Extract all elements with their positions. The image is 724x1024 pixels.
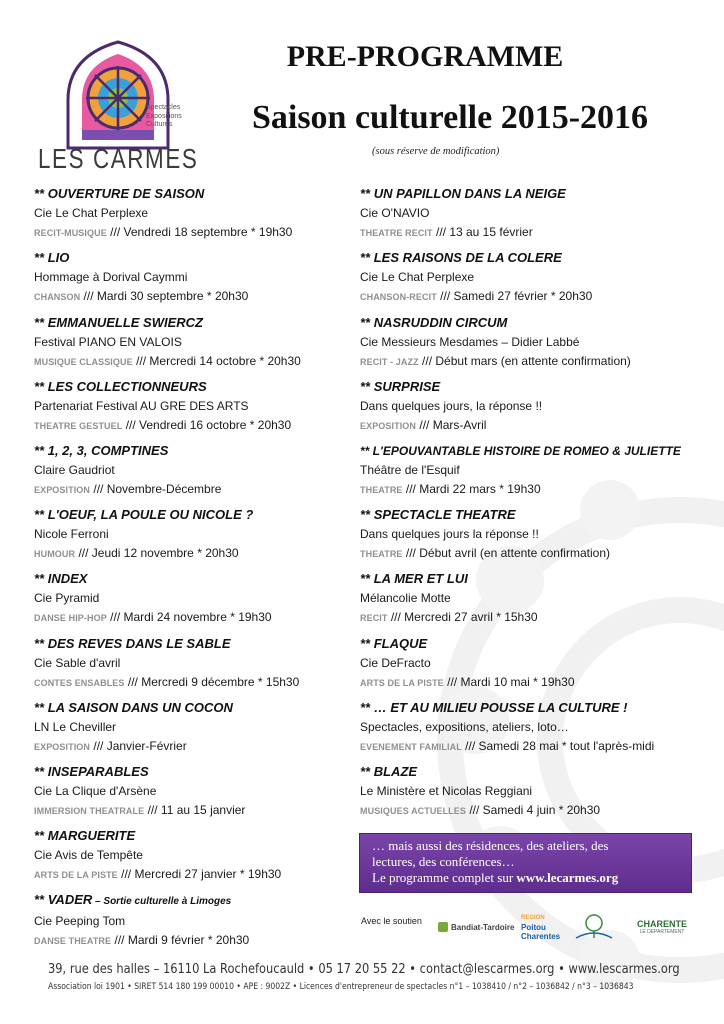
event-title: ** … ET AU MILIEU POUSSE LA CULTURE !: [360, 700, 628, 715]
event-title: ** 1, 2, 3, COMPTINES: [34, 443, 169, 458]
event-category: EXPOSITION: [34, 742, 91, 752]
event-title: ** LA SAISON DANS UN COCON: [34, 700, 233, 715]
event-date: /// Mercredi 27 avril * 15h30: [390, 610, 538, 624]
event-item: [34, 892, 364, 949]
event-category: ARTS DE LA PISTE: [360, 678, 444, 688]
event-item: [34, 700, 364, 755]
event-date: /// 13 au 15 février: [435, 225, 533, 239]
event-company: Cie Peeping Tom: [34, 914, 126, 928]
event-date: /// Mercredi 14 octobre * 20h30: [136, 354, 301, 368]
event-company: Hommage à Dorival Caymmi: [34, 270, 188, 284]
event-category: HUMOUR: [34, 549, 76, 559]
event-company: Cie Pyramid: [34, 591, 100, 605]
event-category: THEATRE: [360, 549, 403, 559]
event-title: ** MARGUERITE: [34, 828, 136, 843]
event-item: [360, 764, 690, 819]
event-company: Cie La Clique d'Arsène: [34, 784, 157, 798]
event-category: THEATRE GESTUEL: [34, 421, 123, 431]
event-category: EXPOSITION: [34, 485, 91, 495]
logo-brand-text: LES CARMES: [38, 143, 199, 174]
event-title: ** NASRUDDIN CIRCUM: [360, 315, 508, 330]
event-item: [360, 571, 690, 626]
event-category: DANSE THEATRE: [34, 936, 112, 946]
event-title: ** SPECTACLE THEATRE: [360, 507, 516, 522]
event-company: Cie Le Chat Perplexe: [360, 270, 475, 284]
promo-line: lectures, des conférences…: [372, 854, 515, 869]
event-title: ** LA MER ET LUI: [360, 571, 468, 586]
event-date: /// Début avril (en attente confirmation): [405, 546, 610, 560]
event-item: [360, 700, 690, 755]
event-category: RECIT - JAZZ: [360, 357, 419, 367]
event-date: /// Samedi 4 juin * 20h30: [469, 803, 601, 817]
event-company: Claire Gaudriot: [34, 463, 115, 477]
event-category: THEATRE: [360, 485, 403, 495]
event-date: /// Novembre-Décembre: [93, 482, 222, 496]
promo-box: [359, 833, 692, 893]
event-title: ** OUVERTURE DE SAISON: [34, 186, 205, 201]
event-company: LN Le Cheviller: [34, 720, 117, 734]
event-company: Cie Le Chat Perplexe: [34, 206, 149, 220]
event-subtitle: – Sortie culturelle à Limoges: [92, 896, 232, 907]
event-company: Cie Messieurs Mesdames – Didier Labbé: [360, 335, 580, 349]
leaf-icon: [438, 922, 448, 932]
event-date: /// Mars-Avril: [419, 418, 487, 432]
event-date: /// Mardi 9 février * 20h30: [114, 933, 250, 947]
support-label: Avec le soutien: [361, 916, 422, 926]
event-item: [34, 507, 364, 562]
event-title: ** BLAZE: [360, 764, 418, 779]
event-title: ** LES COLLECTIONNEURS: [34, 379, 207, 394]
event-date: /// Mercredi 27 janvier * 19h30: [121, 867, 282, 881]
event-item: [34, 571, 364, 626]
season-title: Saison culturelle 2015-2016: [251, 99, 649, 136]
event-item: [360, 636, 690, 691]
event-title: ** DES REVES DANS LE SABLE: [34, 636, 231, 651]
event-company: Dans quelques jours la réponse !!: [360, 527, 539, 541]
sponsor-logo-bandiat-tardoire: Bandiat-Tardoire: [438, 912, 518, 942]
event-date: /// Samedi 28 mai * tout l'après-midi: [465, 739, 655, 753]
page-title: PRE-PROGRAMME: [286, 40, 564, 73]
event-title: ** L'OEUF, LA POULE OU NICOLE ?: [34, 507, 254, 522]
event-company: Cie Sable d'avril: [34, 656, 121, 670]
event-item: [34, 636, 364, 691]
event-title: ** FLAQUE: [360, 636, 428, 651]
sponsor-logo-charente: CHARENTE LE DEPARTEMENT: [636, 919, 687, 935]
event-date: /// Jeudi 12 novembre * 20h30: [78, 546, 239, 560]
event-company: Mélancolie Motte: [360, 591, 451, 605]
event-category: CHANSON: [34, 292, 81, 302]
event-company: Cie Avis de Tempête: [34, 848, 143, 862]
promo-line: … mais aussi des résidences, des ateliers, des: [372, 838, 609, 853]
event-date: /// 11 au 15 janvier: [147, 803, 246, 817]
event-item: [360, 443, 690, 498]
event-title: ** EMMANUELLE SWIERCZ: [34, 315, 203, 330]
event-title: ** LIO: [34, 250, 70, 265]
event-date: /// Mardi 10 mai * 19h30: [447, 675, 575, 689]
event-item: [34, 250, 364, 305]
event-category: EXPOSITION: [360, 421, 417, 431]
event-title: ** VADER – Sortie culturelle à Limoges: [34, 892, 232, 907]
event-item: [34, 764, 364, 819]
event-category: CONTES ENSABLES: [34, 678, 125, 688]
event-company: Cie O'NAVIO: [360, 206, 430, 220]
event-title: ** LES RAISONS DE LA COLERE: [360, 250, 562, 265]
event-category: IMMERSION THEATRALE: [34, 806, 145, 816]
event-category: DANSE HIP-HOP: [34, 613, 107, 623]
event-title: ** L'EPOUVANTABLE HISTOIRE DE ROMEO & JULIETTE: [360, 444, 681, 458]
event-title: ** UN PAPILLON DANS LA NEIGE: [360, 186, 566, 201]
event-category: CHANSON-RECIT: [360, 292, 437, 302]
event-company: Nicole Ferroni: [34, 527, 109, 541]
event-item: [34, 443, 364, 498]
event-item: [360, 186, 690, 241]
event-title: ** INDEX: [34, 571, 88, 586]
event-item: [360, 507, 690, 562]
event-item: [360, 315, 690, 370]
event-title: ** SURPRISE: [360, 379, 441, 394]
event-item: [360, 250, 690, 305]
event-company: Partenariat Festival AU GRE DES ARTS: [34, 399, 249, 413]
event-item: [34, 186, 364, 241]
event-date: /// Mercredi 9 décembre * 15h30: [127, 675, 300, 689]
event-date: /// Samedi 27 février * 20h30: [440, 289, 593, 303]
event-category: MUSIQUE CLASSIQUE: [34, 357, 133, 367]
event-company: Cie DeFracto: [360, 656, 431, 670]
event-category: RECIT: [360, 613, 388, 623]
event-item: [360, 379, 690, 434]
disclaimer-note: (sous réserve de modification): [372, 146, 500, 157]
logo-tagline: Spectacles Expositions Cultures: [146, 104, 182, 128]
footer-legal: Association loi 1901 • SIRET 514 180 199 00010 • APE : 9002Z • Licences d'entrepreneur de spectacles n°1 – 1038410 / n°2 – 1036842 / n°3 – 1036843: [48, 982, 634, 992]
event-category: ARTS DE LA PISTE: [34, 870, 118, 880]
event-date: /// Début mars (en attente confirmation): [422, 354, 631, 368]
tree-icon: [574, 914, 614, 940]
event-date: /// Vendredi 18 septembre * 19h30: [110, 225, 293, 239]
event-item: [34, 379, 364, 434]
event-category: THEATRE RECIT: [360, 228, 433, 238]
event-item: [34, 828, 364, 883]
website-link[interactable]: www.lecarmes.org: [516, 870, 619, 885]
event-date: /// Vendredi 16 octobre * 20h30: [125, 418, 292, 432]
event-date: /// Mardi 30 septembre * 20h30: [83, 289, 249, 303]
event-item: [34, 315, 364, 370]
event-company: Dans quelques jours, la réponse !!: [360, 399, 543, 413]
event-company: Festival PIANO EN VALOIS: [34, 335, 182, 349]
event-date: /// Mardi 22 mars * 19h30: [405, 482, 541, 496]
sponsor-logo-region: REGION Poitou Charentes: [521, 914, 561, 941]
promo-line: Le programme complet sur www.lecarmes.org: [372, 870, 619, 885]
event-category: EVENEMENT FAMILIAL: [360, 742, 462, 752]
event-date: /// Mardi 24 novembre * 19h30: [110, 610, 272, 624]
event-category: RECIT-MUSIQUE: [34, 228, 107, 238]
event-company: Le Ministère et Nicolas Reggiani: [360, 784, 533, 798]
event-category: MUSIQUES ACTUELLES: [360, 806, 466, 816]
footer-address: 39, rue des halles – 16110 La Rochefoucauld • 05 17 20 55 22 • contact@lescarmes.org • www.lescarmes.org: [48, 962, 680, 977]
event-company: Spectacles, expositions, ateliers, loto…: [360, 720, 569, 734]
event-date: /// Janvier-Février: [93, 739, 187, 753]
event-company: Théâtre de l'Esquif: [360, 463, 460, 477]
sponsor-logo-tree: [574, 912, 626, 942]
event-title: ** INSEPARABLES: [34, 764, 149, 779]
